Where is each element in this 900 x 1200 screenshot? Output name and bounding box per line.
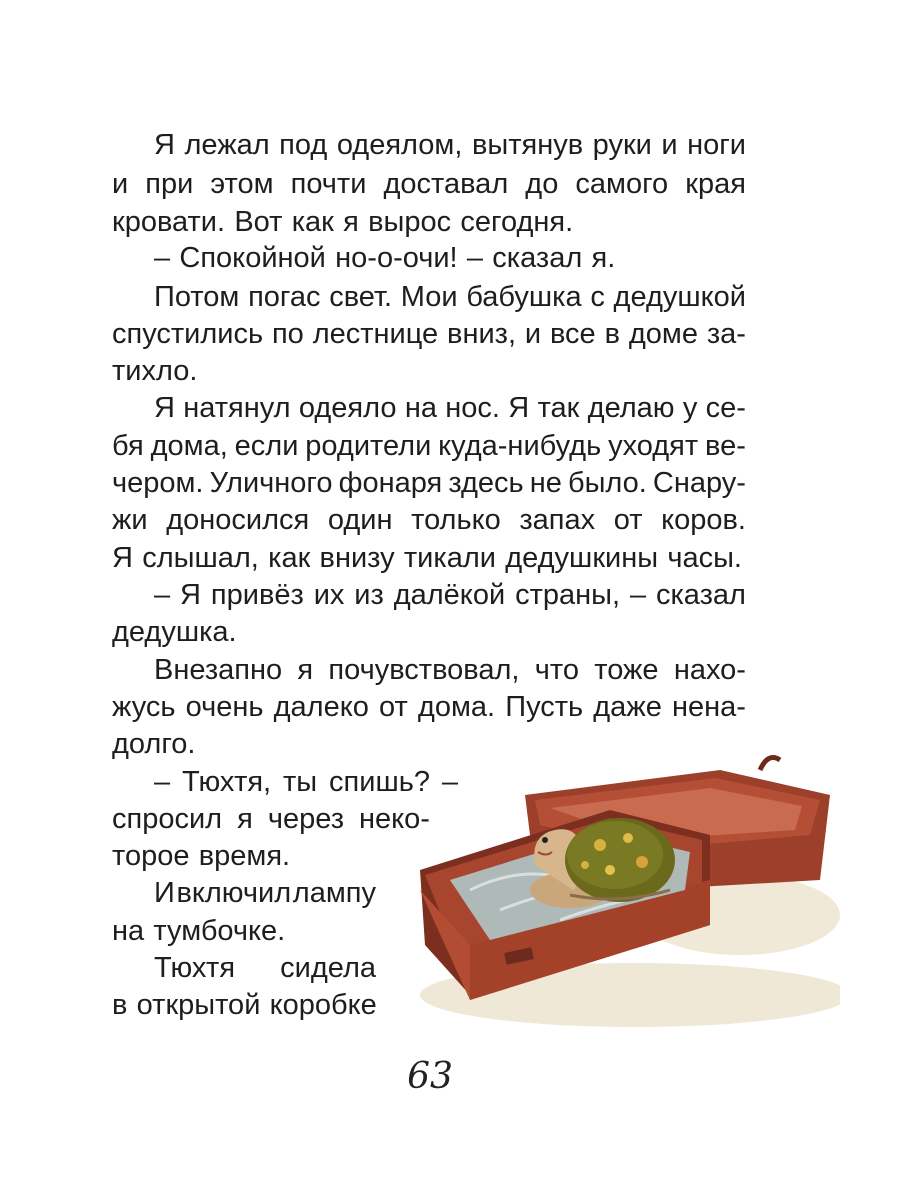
word: погас bbox=[248, 281, 321, 313]
word: коробке bbox=[269, 989, 377, 1021]
word: дома. bbox=[417, 691, 496, 723]
word: как bbox=[291, 206, 334, 238]
word: от bbox=[379, 691, 408, 723]
word: бабушка bbox=[466, 281, 582, 313]
text-line bbox=[154, 240, 788, 277]
word: Я bbox=[154, 129, 175, 161]
word: доносился bbox=[166, 504, 310, 536]
word: здесь bbox=[448, 467, 524, 499]
word: тихло. bbox=[112, 355, 198, 387]
word: ноги bbox=[687, 129, 746, 161]
word: их bbox=[313, 579, 345, 611]
word: время. bbox=[198, 840, 291, 872]
text-line bbox=[112, 801, 430, 838]
word: и bbox=[661, 129, 678, 161]
word: с bbox=[590, 281, 605, 313]
word: и bbox=[112, 168, 129, 200]
word: родители bbox=[305, 430, 432, 462]
word: что bbox=[534, 654, 579, 686]
word: долго. bbox=[112, 728, 196, 760]
word: дедушкой bbox=[613, 281, 746, 313]
word: далеко bbox=[273, 691, 369, 723]
word: натянул bbox=[183, 392, 291, 424]
word: Тюхтя bbox=[154, 952, 236, 984]
page-number: 63 bbox=[407, 1056, 453, 1097]
word: этом bbox=[210, 168, 274, 200]
word: – bbox=[154, 579, 171, 611]
word: сказал bbox=[655, 579, 746, 611]
text-line bbox=[154, 577, 746, 614]
word: – bbox=[629, 579, 647, 611]
word: от bbox=[613, 504, 643, 536]
word: бя bbox=[112, 430, 144, 462]
text-line bbox=[154, 950, 376, 987]
word: тумбочке. bbox=[153, 915, 286, 947]
word: торое bbox=[112, 840, 190, 872]
word: – bbox=[441, 766, 458, 798]
word: при bbox=[145, 168, 194, 200]
word: се- bbox=[705, 392, 746, 424]
word: сидела bbox=[280, 952, 376, 984]
text-line bbox=[154, 127, 746, 164]
word: Потом bbox=[154, 281, 240, 313]
word: доме bbox=[628, 318, 698, 350]
word: я. bbox=[591, 242, 616, 274]
text-line bbox=[112, 614, 746, 651]
word: тикали bbox=[403, 542, 496, 574]
word: в bbox=[112, 989, 128, 1021]
text-line bbox=[112, 166, 746, 203]
turtle-in-box-illustration bbox=[410, 740, 840, 1030]
text-line bbox=[112, 465, 746, 502]
word: Я bbox=[154, 392, 175, 424]
word: страны, bbox=[515, 579, 621, 611]
word: доставал bbox=[383, 168, 509, 200]
text-line bbox=[154, 279, 746, 316]
word: лежал bbox=[184, 129, 270, 161]
word: привёз bbox=[210, 579, 304, 611]
word: все bbox=[549, 318, 596, 350]
word: края bbox=[685, 168, 746, 200]
word: я bbox=[297, 654, 314, 686]
word: спросил bbox=[112, 803, 223, 835]
word: так bbox=[537, 392, 580, 424]
word: как bbox=[268, 542, 311, 574]
word: сказал bbox=[492, 242, 583, 274]
word: если bbox=[234, 430, 299, 462]
word: руки bbox=[592, 129, 652, 161]
word: Я bbox=[112, 542, 133, 574]
word: уходят bbox=[608, 430, 699, 462]
word: включил bbox=[176, 877, 292, 909]
word: было. bbox=[567, 467, 647, 499]
text-line bbox=[112, 540, 746, 577]
word: почти bbox=[290, 168, 367, 200]
word: я bbox=[343, 206, 359, 238]
word: дедушка. bbox=[112, 616, 237, 648]
word: у bbox=[682, 392, 698, 424]
text-line bbox=[154, 390, 746, 427]
word: нена- bbox=[671, 691, 746, 723]
text-line bbox=[112, 353, 746, 390]
word: спустились bbox=[112, 318, 264, 350]
word: делаю bbox=[587, 392, 675, 424]
word: под bbox=[279, 129, 328, 161]
word: сегодня. bbox=[460, 206, 574, 238]
word: дома, bbox=[150, 430, 228, 462]
word: Мои bbox=[400, 281, 458, 313]
word: даже bbox=[593, 691, 662, 723]
word: часы. bbox=[667, 542, 742, 574]
word: одеяло bbox=[298, 392, 397, 424]
word: Я bbox=[180, 579, 201, 611]
word: вытянув bbox=[471, 129, 584, 161]
word: фонаря bbox=[338, 467, 443, 499]
word: нахо- bbox=[673, 654, 746, 686]
text-line bbox=[154, 652, 746, 689]
word: Уличного bbox=[209, 467, 333, 499]
word: спишь? bbox=[329, 766, 430, 798]
word: куда-нибудь bbox=[438, 430, 602, 462]
word: через bbox=[267, 803, 344, 835]
word: не bbox=[529, 467, 562, 499]
word: Тюхтя, bbox=[182, 766, 272, 798]
word: – bbox=[154, 766, 171, 798]
text-line bbox=[112, 987, 376, 1024]
word: Спокойной bbox=[179, 242, 326, 274]
word: на bbox=[112, 915, 145, 947]
word: только bbox=[411, 504, 501, 536]
word: ты bbox=[283, 766, 318, 798]
word: я bbox=[237, 803, 253, 835]
word: по bbox=[271, 318, 304, 350]
word: один bbox=[327, 504, 393, 536]
text-line bbox=[154, 875, 376, 912]
word: Я bbox=[508, 392, 530, 424]
word: вниз, bbox=[447, 318, 517, 350]
text-line bbox=[112, 502, 746, 539]
word: за- bbox=[706, 318, 746, 350]
word: запах bbox=[519, 504, 596, 536]
word: кровати. bbox=[112, 206, 226, 238]
word: дедушкины bbox=[505, 542, 659, 574]
word: но-о-очи! bbox=[335, 242, 458, 274]
word: очень bbox=[185, 691, 264, 723]
word: в bbox=[604, 318, 620, 350]
word: почувствовал, bbox=[328, 654, 520, 686]
word: и bbox=[524, 318, 542, 350]
word: внизу bbox=[319, 542, 395, 574]
word: открытой bbox=[136, 989, 261, 1021]
word: слышал, bbox=[142, 542, 259, 574]
word: Пусть bbox=[505, 691, 584, 723]
word: лестнице bbox=[312, 318, 439, 350]
word: нос. bbox=[445, 392, 500, 424]
word: неко- bbox=[359, 803, 430, 835]
text-line bbox=[112, 316, 746, 353]
word: самого bbox=[575, 168, 669, 200]
word: вырос bbox=[368, 206, 452, 238]
word: далёкой bbox=[393, 579, 506, 611]
word: на bbox=[404, 392, 437, 424]
word: из bbox=[354, 579, 384, 611]
word: одеялом, bbox=[336, 129, 463, 161]
word: И bbox=[154, 877, 175, 909]
word: до bbox=[525, 168, 559, 200]
word: свет. bbox=[329, 281, 393, 313]
text-line bbox=[112, 204, 746, 241]
word: жи bbox=[112, 504, 148, 536]
word: Внезапно bbox=[154, 654, 283, 686]
word: чером. bbox=[112, 467, 204, 499]
word: – bbox=[154, 242, 171, 274]
word: тоже bbox=[594, 654, 659, 686]
word: Снару- bbox=[652, 467, 746, 499]
word: – bbox=[466, 242, 483, 274]
text-line bbox=[112, 428, 746, 465]
word: жусь bbox=[112, 691, 176, 723]
text-line bbox=[112, 689, 746, 726]
word: лампу bbox=[292, 877, 376, 909]
word: коров. bbox=[661, 504, 746, 536]
word: ве- bbox=[705, 430, 746, 462]
word: Вот bbox=[234, 206, 283, 238]
